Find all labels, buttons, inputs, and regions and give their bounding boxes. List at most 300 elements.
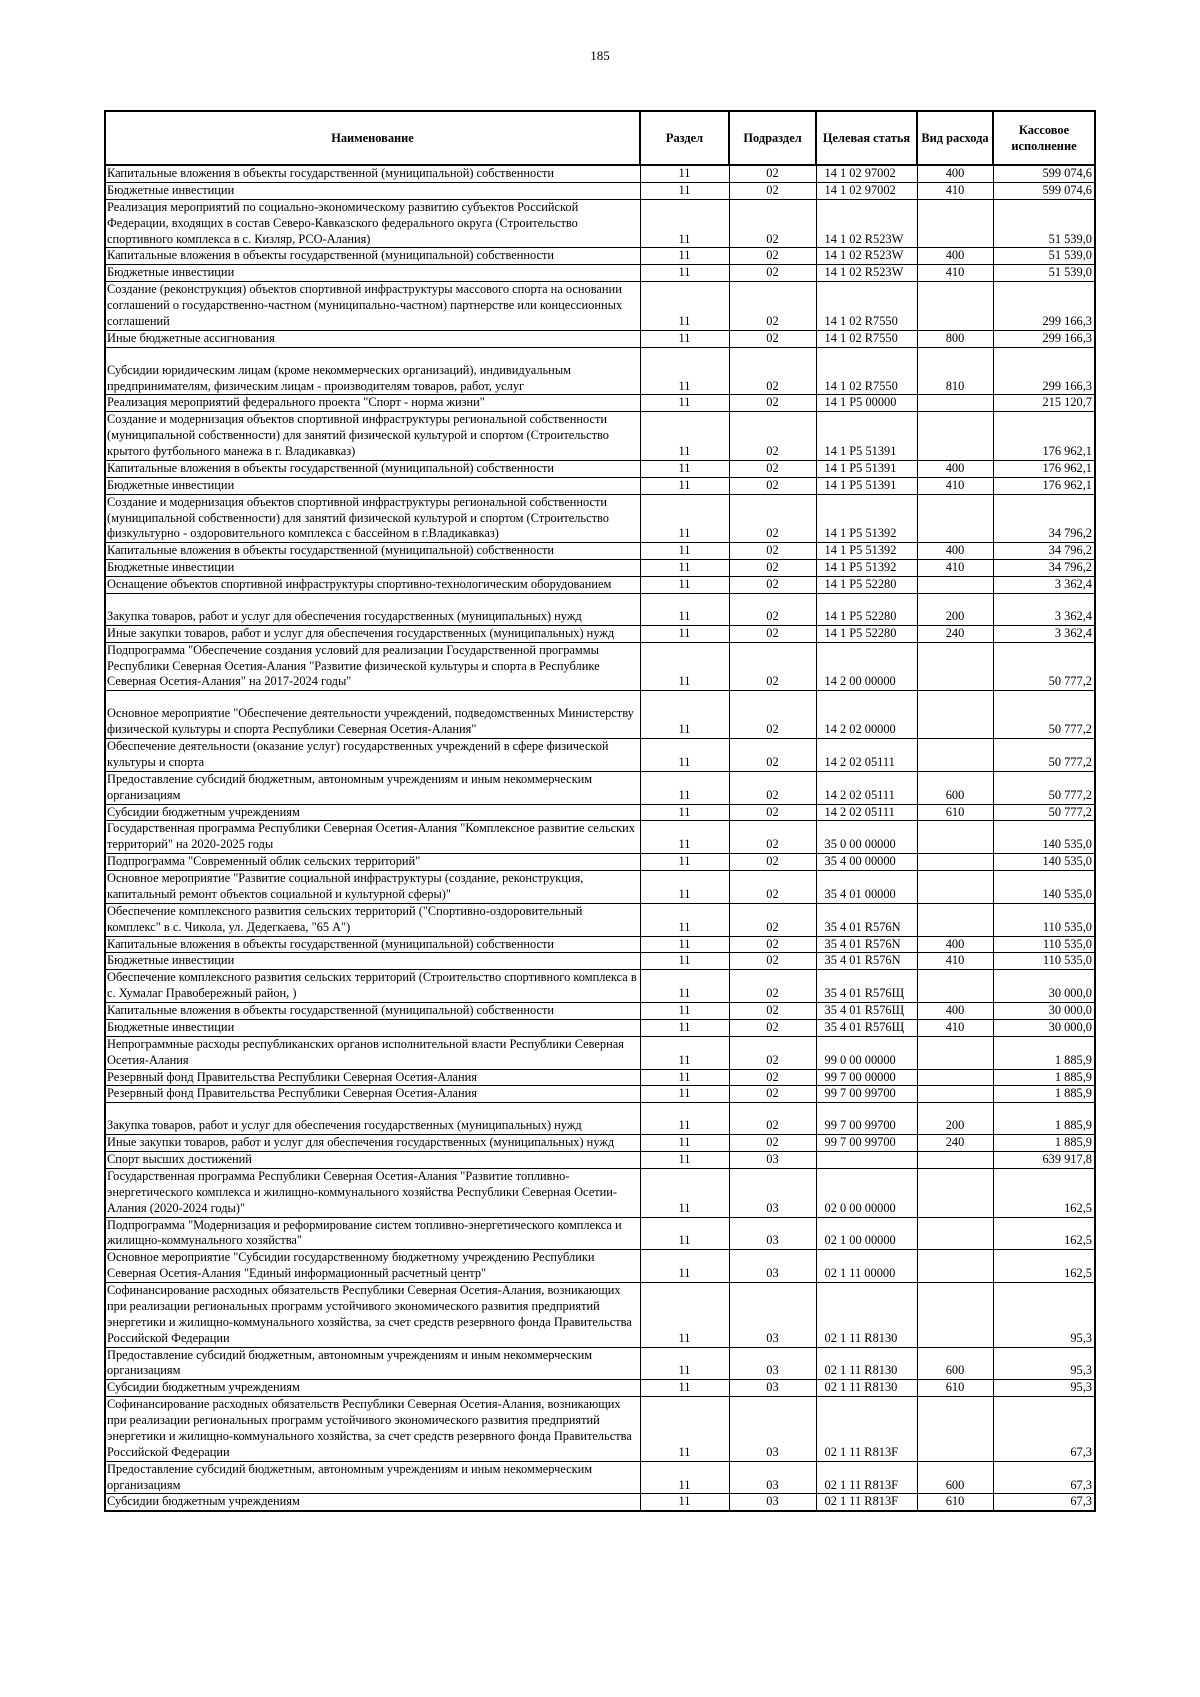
row-subsection: 02: [729, 625, 816, 642]
row-target: 14 1 P5 51392: [816, 543, 917, 560]
row-name: Создание и модернизация объектов спортивной инфраструктуры региональной собственности (муниципальной собственности) для занятий физической культурой и спортом (Строительство крытого футбольного манежа в г. Владикавказ): [105, 412, 640, 461]
table-row: [105, 282, 1095, 331]
row-expense-type: [917, 871, 993, 904]
row-section: 11: [640, 412, 729, 461]
row-amount: 140 535,0: [993, 854, 1095, 871]
row-name: Капитальные вложения в объекты государственной (муниципальной) собственности: [105, 543, 640, 560]
row-target: 14 1 02 97002: [816, 182, 917, 199]
row-amount: 176 962,1: [993, 460, 1095, 477]
row-amount: 176 962,1: [993, 412, 1095, 461]
row-section: 11: [640, 1494, 729, 1511]
row-subsection: 03: [729, 1397, 816, 1462]
table-row: [105, 871, 1095, 904]
row-target: 02 0 00 00000: [816, 1168, 917, 1217]
table-row: [105, 412, 1095, 461]
row-target: 14 1 02 R523W: [816, 199, 917, 248]
table-row: [105, 691, 1095, 739]
row-section: 11: [640, 1397, 729, 1462]
row-section: 11: [640, 1461, 729, 1494]
row-section: 11: [640, 1003, 729, 1020]
table-row: [105, 165, 1095, 182]
row-subsection: 02: [729, 593, 816, 625]
row-subsection: 02: [729, 804, 816, 821]
row-subsection: 03: [729, 1461, 816, 1494]
table-row: [105, 1086, 1095, 1103]
row-section: 11: [640, 282, 729, 331]
row-amount: 140 535,0: [993, 871, 1095, 904]
table-body: [105, 165, 1095, 1511]
header-subsection: Подраздел: [729, 111, 816, 165]
table-row: [105, 903, 1095, 936]
row-target: 14 2 02 05111: [816, 771, 917, 804]
row-section: 11: [640, 182, 729, 199]
row-expense-type: [917, 1217, 993, 1250]
row-section: 11: [640, 739, 729, 772]
row-target: 14 1 02 R7550: [816, 282, 917, 331]
table-row: [105, 1036, 1095, 1069]
row-section: 11: [640, 1283, 729, 1348]
row-section: 11: [640, 903, 729, 936]
row-amount: 110 535,0: [993, 936, 1095, 953]
row-amount: 110 535,0: [993, 903, 1095, 936]
row-expense-type: 400: [917, 248, 993, 265]
row-target: 02 1 00 00000: [816, 1217, 917, 1250]
row-amount: 299 166,3: [993, 330, 1095, 347]
row-name: Бюджетные инвестиции: [105, 1019, 640, 1036]
row-name: Государственная программа Республики Северная Осетия-Алания "Развитие топливно-энергетического комплекса и жилищно-коммунального хозяйства Республики Северная Осетии-Алания (2020-2024 годы)": [105, 1168, 640, 1217]
row-name: Предоставление субсидий бюджетным, автономным учреждениям и иным некоммерческим организациям: [105, 1461, 640, 1494]
header-target: Целевая статья: [816, 111, 917, 165]
row-amount: 34 796,2: [993, 560, 1095, 577]
row-amount: 50 777,2: [993, 739, 1095, 772]
table-row: [105, 1494, 1095, 1511]
row-name: Создание и модернизация объектов спортивной инфраструктуры региональной собственности (муниципальной собственности) для занятий физической культурой и спортом (Строительство физкультурно - оздоровительного комплекса с бассейном в г.Владикавказ): [105, 494, 640, 543]
row-amount: 1 885,9: [993, 1135, 1095, 1152]
row-target: 14 1 P5 51392: [816, 560, 917, 577]
row-name: Обеспечение деятельности (оказание услуг) государственных учреждений в сфере физической культуры и спорта: [105, 739, 640, 772]
row-name: Обеспечение комплексного развития сельских территорий (Строительство спортивного комплекса в с. Хумалаг Правобережный район, ): [105, 970, 640, 1003]
row-amount: 30 000,0: [993, 1003, 1095, 1020]
row-target: 14 1 02 R7550: [816, 347, 917, 395]
header-cash-execution: Кассовое исполнение: [993, 111, 1095, 165]
row-target: 14 1 P5 51391: [816, 460, 917, 477]
row-target: 02 1 11 R8130: [816, 1283, 917, 1348]
row-section: 11: [640, 1217, 729, 1250]
row-amount: 30 000,0: [993, 1019, 1095, 1036]
row-section: 11: [640, 330, 729, 347]
row-section: 11: [640, 625, 729, 642]
row-subsection: 03: [729, 1250, 816, 1283]
table-row: [105, 1152, 1095, 1169]
row-name: Оснащение объектов спортивной инфраструктуры спортивно-технологическим оборудованием: [105, 577, 640, 594]
row-subsection: 02: [729, 560, 816, 577]
row-section: 11: [640, 248, 729, 265]
row-name: Бюджетные инвестиции: [105, 953, 640, 970]
row-amount: 34 796,2: [993, 494, 1095, 543]
row-expense-type: 200: [917, 593, 993, 625]
row-target: 14 1 02 R523W: [816, 248, 917, 265]
row-name: Субсидии бюджетным учреждениям: [105, 804, 640, 821]
row-target: 14 1 P5 51392: [816, 494, 917, 543]
table-row: [105, 739, 1095, 772]
row-section: 11: [640, 821, 729, 854]
row-section: 11: [640, 1347, 729, 1380]
row-amount: 162,5: [993, 1250, 1095, 1283]
row-subsection: 03: [729, 1152, 816, 1169]
row-amount: 95,3: [993, 1380, 1095, 1397]
row-target: 99 7 00 99700: [816, 1103, 917, 1135]
row-subsection: 02: [729, 970, 816, 1003]
row-section: 11: [640, 1152, 729, 1169]
row-name: Предоставление субсидий бюджетным, автономным учреждениям и иным некоммерческим организациям: [105, 771, 640, 804]
row-target: 35 4 01 R576Щ: [816, 970, 917, 1003]
row-amount: 50 777,2: [993, 804, 1095, 821]
row-subsection: 02: [729, 953, 816, 970]
row-expense-type: [917, 642, 993, 691]
row-subsection: 02: [729, 1019, 816, 1036]
row-name: Реализация мероприятий федерального проекта "Спорт - норма жизни": [105, 395, 640, 412]
row-expense-type: [917, 1283, 993, 1348]
row-amount: 1 885,9: [993, 1086, 1095, 1103]
row-target: 14 2 02 05111: [816, 739, 917, 772]
row-expense-type: [917, 494, 993, 543]
table-row: [105, 1283, 1095, 1348]
table-row: [105, 1103, 1095, 1135]
table-row: [105, 1250, 1095, 1283]
table-row: [105, 1217, 1095, 1250]
row-section: 11: [640, 1250, 729, 1283]
row-section: 11: [640, 1019, 729, 1036]
row-expense-type: [917, 854, 993, 871]
row-expense-type: [917, 1036, 993, 1069]
header-section: Раздел: [640, 111, 729, 165]
table-row: [105, 1019, 1095, 1036]
table-row: [105, 771, 1095, 804]
row-subsection: 02: [729, 199, 816, 248]
row-section: 11: [640, 642, 729, 691]
row-expense-type: 410: [917, 182, 993, 199]
row-subsection: 02: [729, 821, 816, 854]
row-amount: 95,3: [993, 1347, 1095, 1380]
row-name: Создание (реконструкция) объектов спортивной инфраструктуры массового спорта на основании соглашений о государственно-частном (муниципально-частном) партнерстве или концессионных соглашений: [105, 282, 640, 331]
row-section: 11: [640, 543, 729, 560]
row-name: Спорт высших достижений: [105, 1152, 640, 1169]
table-row: [105, 460, 1095, 477]
row-expense-type: 400: [917, 165, 993, 182]
page-number: 185: [590, 48, 610, 63]
row-expense-type: [917, 1086, 993, 1103]
row-target: 35 4 01 R576N: [816, 936, 917, 953]
row-expense-type: 600: [917, 1461, 993, 1494]
row-subsection: 02: [729, 739, 816, 772]
row-expense-type: 410: [917, 1019, 993, 1036]
row-subsection: 02: [729, 282, 816, 331]
table-row: [105, 199, 1095, 248]
row-section: 11: [640, 1086, 729, 1103]
row-target: 14 1 P5 51391: [816, 477, 917, 494]
row-section: 11: [640, 1036, 729, 1069]
row-expense-type: 410: [917, 477, 993, 494]
row-name: Закупка товаров, работ и услуг для обеспечения государственных (муниципальных) нужд: [105, 1103, 640, 1135]
row-section: 11: [640, 771, 729, 804]
row-subsection: 02: [729, 691, 816, 739]
row-expense-type: 410: [917, 265, 993, 282]
row-section: 11: [640, 265, 729, 282]
row-expense-type: [917, 821, 993, 854]
row-target: 14 2 02 00000: [816, 691, 917, 739]
table-row: [105, 854, 1095, 871]
table-row: [105, 477, 1095, 494]
row-name: Закупка товаров, работ и услуг для обеспечения государственных (муниципальных) нужд: [105, 593, 640, 625]
row-expense-type: 240: [917, 1135, 993, 1152]
row-subsection: 02: [729, 854, 816, 871]
row-target: 99 7 00 00000: [816, 1069, 917, 1086]
table-row: [105, 953, 1095, 970]
row-section: 11: [640, 577, 729, 594]
row-target: 14 1 P5 52280: [816, 593, 917, 625]
row-target: 14 1 02 R7550: [816, 330, 917, 347]
row-target: 14 1 P5 52280: [816, 625, 917, 642]
row-amount: 67,3: [993, 1494, 1095, 1511]
row-subsection: 02: [729, 1086, 816, 1103]
row-expense-type: [917, 739, 993, 772]
row-amount: 50 777,2: [993, 771, 1095, 804]
row-name: Субсидии бюджетным учреждениям: [105, 1494, 640, 1511]
row-target: 02 1 11 00000: [816, 1250, 917, 1283]
row-target: 14 1 P5 00000: [816, 395, 917, 412]
row-expense-type: 610: [917, 1494, 993, 1511]
row-amount: 3 362,4: [993, 577, 1095, 594]
table-row: [105, 625, 1095, 642]
table-row: [105, 1347, 1095, 1380]
header-row: [105, 111, 1095, 165]
row-subsection: 02: [729, 477, 816, 494]
row-amount: 3 362,4: [993, 593, 1095, 625]
row-name: Капитальные вложения в объекты государственной (муниципальной) собственности: [105, 936, 640, 953]
row-expense-type: 410: [917, 953, 993, 970]
row-expense-type: 240: [917, 625, 993, 642]
row-expense-type: 400: [917, 1003, 993, 1020]
table-row: [105, 936, 1095, 953]
row-target: 14 2 00 00000: [816, 642, 917, 691]
table-row: [105, 347, 1095, 395]
row-name: Софинансирование расходных обязательств Республики Северная Осетия-Алания, возникающих при реализации региональных программ устойчивого экономического развития предприятий энергетики и жилищно-коммунального хозяйства, за счет средств резервного фонда Правительства Российской Федерации: [105, 1283, 640, 1348]
table-row: [105, 642, 1095, 691]
row-expense-type: [917, 395, 993, 412]
row-amount: 215 120,7: [993, 395, 1095, 412]
row-expense-type: 600: [917, 771, 993, 804]
row-subsection: 03: [729, 1494, 816, 1511]
row-name: Резервный фонд Правительства Республики Северная Осетия-Алания: [105, 1069, 640, 1086]
table-row: [105, 1397, 1095, 1462]
table-row: [105, 395, 1095, 412]
row-expense-type: 800: [917, 330, 993, 347]
row-name: Иные бюджетные ассигнования: [105, 330, 640, 347]
row-name: Подпрограмма "Модернизация и реформирование систем топливно-энергетического комплекса и жилищно-коммунального хозяйства": [105, 1217, 640, 1250]
header-name: Наименование: [105, 111, 640, 165]
row-amount: 95,3: [993, 1283, 1095, 1348]
row-section: 11: [640, 691, 729, 739]
row-subsection: 03: [729, 1168, 816, 1217]
row-amount: 140 535,0: [993, 821, 1095, 854]
row-name: Основное мероприятие "Субсидии государственному бюджетному учреждению Республики Северная Осетия-Алания "Единый информационный расчетный центр": [105, 1250, 640, 1283]
row-name: Капитальные вложения в объекты государственной (муниципальной) собственности: [105, 1003, 640, 1020]
header-expense-type: Вид расхода: [917, 111, 993, 165]
table-row: [105, 804, 1095, 821]
table-row: [105, 970, 1095, 1003]
row-expense-type: 200: [917, 1103, 993, 1135]
row-amount: 1 885,9: [993, 1069, 1095, 1086]
row-section: 11: [640, 1103, 729, 1135]
row-subsection: 02: [729, 1036, 816, 1069]
row-subsection: 03: [729, 1347, 816, 1380]
row-name: Непрограммные расходы республиканских органов исполнительной власти Республики Северная Осетия-Алания: [105, 1036, 640, 1069]
row-subsection: 02: [729, 1103, 816, 1135]
row-name: Подпрограмма "Обеспечение создания условий для реализации Государственной программы Республики Северная Осетия-Алания "Развитие физической культуры и спорта в Республике Северная Осетия-Алания" на 2017-2024 годы": [105, 642, 640, 691]
table-row: [105, 821, 1095, 854]
row-name: Подпрограмма "Современный облик сельских территорий": [105, 854, 640, 871]
row-expense-type: 810: [917, 347, 993, 395]
table-row: [105, 543, 1095, 560]
row-subsection: 02: [729, 936, 816, 953]
row-expense-type: [917, 1152, 993, 1169]
table-row: [105, 577, 1095, 594]
row-name: Капитальные вложения в объекты государственной (муниципальной) собственности: [105, 165, 640, 182]
row-name: Бюджетные инвестиции: [105, 560, 640, 577]
row-section: 11: [640, 395, 729, 412]
row-amount: 176 962,1: [993, 477, 1095, 494]
row-expense-type: 600: [917, 1347, 993, 1380]
row-expense-type: 610: [917, 804, 993, 821]
row-section: 11: [640, 477, 729, 494]
row-amount: 50 777,2: [993, 642, 1095, 691]
row-target: 14 1 02 R523W: [816, 265, 917, 282]
row-name: Иные закупки товаров, работ и услуг для обеспечения государственных (муниципальных) нужд: [105, 1135, 640, 1152]
row-subsection: 02: [729, 265, 816, 282]
table-row: [105, 182, 1095, 199]
row-target: 35 4 01 R576N: [816, 903, 917, 936]
row-section: 11: [640, 165, 729, 182]
row-section: 11: [640, 854, 729, 871]
row-target: 02 1 11 R813F: [816, 1461, 917, 1494]
table-row: [105, 1003, 1095, 1020]
row-subsection: 03: [729, 1217, 816, 1250]
row-amount: 162,5: [993, 1168, 1095, 1217]
row-expense-type: [917, 970, 993, 1003]
row-expense-type: [917, 1069, 993, 1086]
row-subsection: 03: [729, 1380, 816, 1397]
table-row: [105, 265, 1095, 282]
row-amount: 1 885,9: [993, 1103, 1095, 1135]
row-subsection: 03: [729, 1283, 816, 1348]
row-amount: 67,3: [993, 1461, 1095, 1494]
row-amount: 599 074,6: [993, 165, 1095, 182]
row-expense-type: [917, 1397, 993, 1462]
row-target: 99 7 00 99700: [816, 1135, 917, 1152]
row-subsection: 02: [729, 330, 816, 347]
row-section: 11: [640, 1168, 729, 1217]
row-amount: 299 166,3: [993, 347, 1095, 395]
row-subsection: 02: [729, 412, 816, 461]
row-amount: 50 777,2: [993, 691, 1095, 739]
row-amount: 299 166,3: [993, 282, 1095, 331]
row-name: Обеспечение комплексного развития сельских территорий ("Спортивно-оздоровительный комплекс" в с. Чикола, ул. Дедегкаева, "65 А"): [105, 903, 640, 936]
row-name: Реализация мероприятий по социально-экономическому развитию субъектов Российской Федерации, входящих в состав Северо-Кавказского федерального округа (Строительство спортивного комплекса в с. Кизляр, РСО-Алания): [105, 199, 640, 248]
row-amount: 639 917,8: [993, 1152, 1095, 1169]
row-name: Основное мероприятие "Развитие социальной инфраструктуры (создание, реконструкция, капитальный ремонт объектов социальной и культурной сферы)": [105, 871, 640, 904]
row-name: Софинансирование расходных обязательств Республики Северная Осетия-Алания, возникающих при реализации региональных программ устойчивого экономического развития предприятий энергетики и жилищно-коммунального хозяйства, за счет средств резервного фонда Правительства Российской Федерации: [105, 1397, 640, 1462]
row-subsection: 02: [729, 165, 816, 182]
row-amount: 51 539,0: [993, 248, 1095, 265]
row-amount: 599 074,6: [993, 182, 1095, 199]
row-target: 02 1 11 R813F: [816, 1494, 917, 1511]
row-subsection: 02: [729, 642, 816, 691]
row-amount: 51 539,0: [993, 265, 1095, 282]
row-target: [816, 1152, 917, 1169]
row-target: 14 1 02 97002: [816, 165, 917, 182]
row-target: 14 1 P5 52280: [816, 577, 917, 594]
row-subsection: 02: [729, 1069, 816, 1086]
row-section: 11: [640, 1135, 729, 1152]
row-expense-type: 610: [917, 1380, 993, 1397]
row-section: 11: [640, 936, 729, 953]
row-subsection: 02: [729, 248, 816, 265]
table-row: [105, 1069, 1095, 1086]
table-header: [105, 111, 1095, 165]
row-target: 35 4 01 R576Щ: [816, 1019, 917, 1036]
row-amount: 110 535,0: [993, 953, 1095, 970]
row-target: 02 1 11 R8130: [816, 1347, 917, 1380]
row-expense-type: [917, 1250, 993, 1283]
row-section: 11: [640, 953, 729, 970]
table-row: [105, 494, 1095, 543]
table-row: [105, 560, 1095, 577]
row-target: 99 7 00 99700: [816, 1086, 917, 1103]
row-target: 35 4 01 00000: [816, 871, 917, 904]
row-expense-type: [917, 903, 993, 936]
row-section: 11: [640, 804, 729, 821]
row-subsection: 02: [729, 347, 816, 395]
row-subsection: 02: [729, 871, 816, 904]
row-expense-type: 400: [917, 460, 993, 477]
row-name: Капитальные вложения в объекты государственной (муниципальной) собственности: [105, 248, 640, 265]
row-target: 99 0 00 00000: [816, 1036, 917, 1069]
row-name: Капитальные вложения в объекты государственной (муниципальной) собственности: [105, 460, 640, 477]
row-section: 11: [640, 1380, 729, 1397]
row-name: Бюджетные инвестиции: [105, 265, 640, 282]
row-amount: 30 000,0: [993, 970, 1095, 1003]
row-section: 11: [640, 460, 729, 477]
row-section: 11: [640, 1069, 729, 1086]
row-expense-type: [917, 577, 993, 594]
table-row: [105, 593, 1095, 625]
row-section: 11: [640, 347, 729, 395]
row-name: Иные закупки товаров, работ и услуг для обеспечения государственных (муниципальных) нужд: [105, 625, 640, 642]
row-target: 35 4 00 00000: [816, 854, 917, 871]
table-row: [105, 1168, 1095, 1217]
row-subsection: 02: [729, 577, 816, 594]
row-expense-type: [917, 691, 993, 739]
row-expense-type: 410: [917, 560, 993, 577]
row-subsection: 02: [729, 771, 816, 804]
row-expense-type: 400: [917, 936, 993, 953]
row-amount: 34 796,2: [993, 543, 1095, 560]
row-subsection: 02: [729, 903, 816, 936]
row-subsection: 02: [729, 460, 816, 477]
row-name: Бюджетные инвестиции: [105, 182, 640, 199]
row-target: 14 2 02 05111: [816, 804, 917, 821]
budget-table: [104, 110, 1096, 1512]
